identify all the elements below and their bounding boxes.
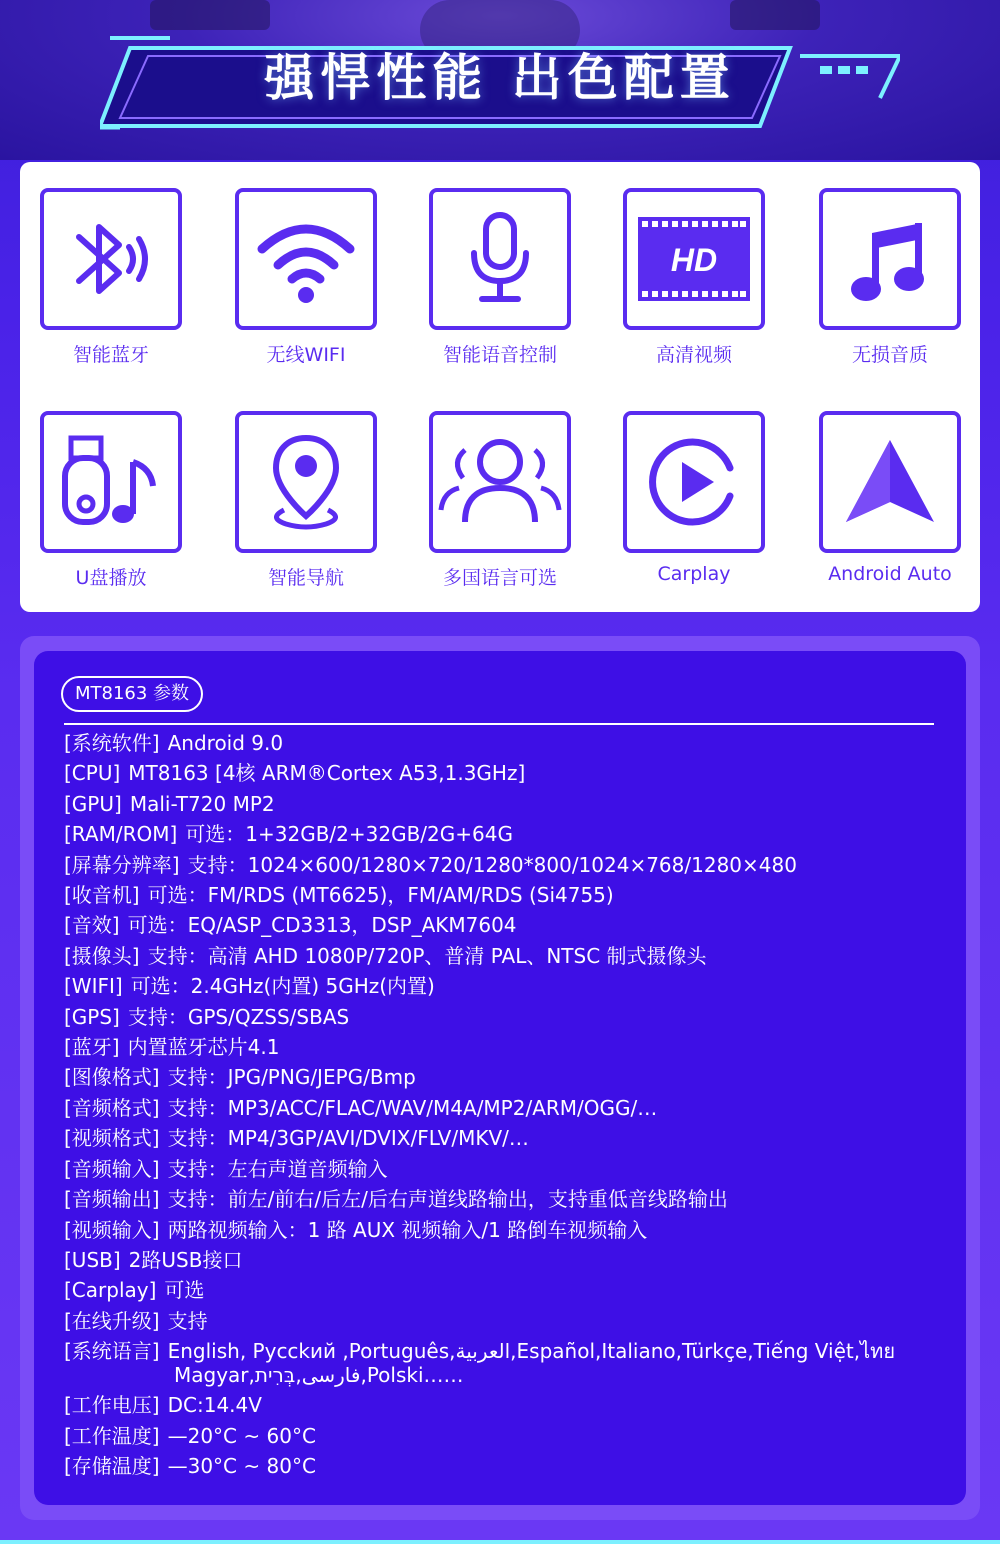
spec-row: [USB] 2路USB接口: [64, 1247, 243, 1272]
spec-row: [屏幕分辨率] 支持：1024×600/1280×720/1280*800/1024×768/1280×480: [64, 852, 797, 877]
spec-row: [在线升级] 支持: [64, 1308, 208, 1333]
spec-row: [Carplay] 可选: [64, 1278, 205, 1303]
feature-carplay: [604, 411, 784, 585]
spec-row: [图像格式] 支持：JPG/PNG/JEPG/Bmp: [64, 1065, 416, 1090]
spec-row: [CPU] MT8163 [4核 ARM®Cortex A53,1.3GHz]: [64, 761, 526, 786]
banner-title: 强悍性能 出色配置: [264, 49, 736, 107]
feature-label: U盘播放: [75, 567, 147, 589]
spec-row: [视频格式] 支持：MP4/3GP/AVI/DVIX/FLV/MKV/…: [64, 1126, 529, 1151]
android-auto-icon: [840, 432, 940, 532]
spec-row: [收音机] 可选：FM/RDS (MT6625)，FM/AM/RDS (Si4755): [64, 883, 614, 908]
spec-divider: [64, 723, 934, 725]
feature-label: 高清视频: [655, 344, 732, 366]
spec-row: [WIFI] 可选：2.4GHz(内置) 5GHz(内置): [64, 974, 435, 999]
spec-row: [GPU] Mali-T720 MP2: [64, 791, 275, 816]
feature-lossless-audio: [800, 188, 980, 367]
map-pin-icon: [256, 432, 356, 532]
hd-badge: HD: [670, 242, 718, 278]
feature-label: 智能导航: [267, 567, 344, 589]
feature-wifi: [216, 188, 396, 367]
spec-row: [视频输入] 两路视频输入：1 路 AUX 视频输入/1 路倒车视频输入: [64, 1217, 648, 1242]
spec-row: [蓝牙] 内置蓝牙芯片4.1: [64, 1035, 280, 1060]
feature-voice-control: [410, 188, 590, 367]
spec-row: [工作温度] —20°C ~ 60°C: [64, 1423, 316, 1448]
spec-row: [音频输入] 支持：左右声道音频输入: [64, 1156, 388, 1181]
feature-navigation: [216, 411, 396, 590]
feature-label: 多国语言可选: [442, 567, 557, 589]
feature-bluetooth: [21, 188, 201, 367]
people-group-icon: [435, 432, 565, 532]
spec-row: [系统软件] Android 9.0: [64, 731, 284, 755]
spec-row: [音效] 可选：EQ/ASP_CD3313，DSP_AKM7604: [64, 913, 517, 938]
feature-hd-video: [604, 188, 784, 367]
play-circle-icon: [644, 432, 744, 532]
feature-multi-language: [410, 411, 590, 590]
feature-label: 智能语音控制: [442, 344, 557, 366]
feature-label: Android Auto: [828, 563, 952, 585]
spec-title-badge: MT8163 参数: [61, 676, 203, 712]
usb-music-icon: [59, 432, 163, 532]
spec-list: [64, 728, 944, 1481]
music-note-icon: [840, 209, 940, 309]
bluetooth-icon: [61, 209, 161, 309]
feature-label: Carplay: [657, 563, 731, 585]
spec-row: [音频输出] 支持：前左/前右/后左/后右声道线路输出，支持重低音线路输出: [64, 1187, 728, 1212]
spec-row: [音频格式] 支持：MP3/ACC/FLAC/WAV/M4A/MP2/ARM/OGG/…: [64, 1095, 658, 1120]
spec-row-languages: [系统语言] English, Pycckий ,Português,العربية,Español,Italiano,Türkçe,Tiếng Việt,ไทย Magyar,فارسی,בְּרִית,Polski……: [64, 1339, 896, 1388]
spec-row: [GPS] 支持：GPS/QZSS/SBAS: [64, 1004, 350, 1029]
spec-row: [存储温度] —30°C ~ 80°C: [64, 1453, 316, 1478]
wifi-icon: [254, 209, 358, 309]
hd-video-icon: [636, 211, 752, 307]
feature-label: 无损音质: [851, 344, 928, 366]
feature-label: 智能蓝牙: [72, 344, 149, 366]
spec-row: [RAM/ROM] 可选：1+32GB/2+32GB/2G+64G: [64, 822, 513, 847]
feature-label: 无线WIFI: [266, 344, 346, 366]
feature-android-auto: [800, 411, 980, 585]
spec-row: [摄像头] 支持：高清 AHD 1080P/720P、普清 PAL、NTSC 制式摄像头: [64, 943, 707, 968]
feature-usb-playback: [21, 411, 201, 590]
microphone-icon: [450, 209, 550, 309]
bottom-accent-line: [0, 1540, 1000, 1544]
spec-row: [工作电压] DC:14.4V: [64, 1393, 262, 1418]
